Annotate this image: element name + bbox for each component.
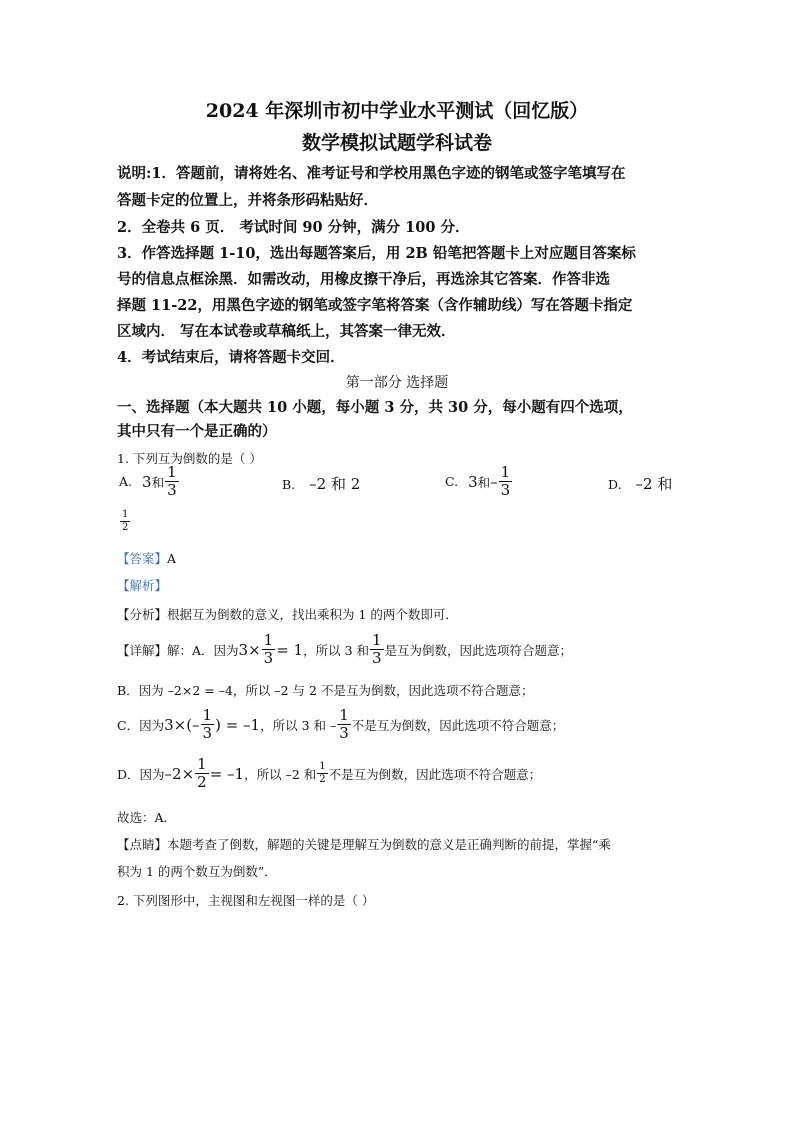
numerator: 1 bbox=[197, 755, 207, 773]
detail-text: 不是互为倒数，因此选项不符合题意； bbox=[328, 766, 542, 782]
option-label: C. bbox=[445, 474, 459, 489]
detail-text: C．因为 bbox=[117, 717, 165, 733]
answer-tag: 【答案】 bbox=[117, 551, 168, 566]
denominator: 3 bbox=[500, 481, 511, 499]
numerator: 1 bbox=[500, 463, 511, 481]
answer-value: A bbox=[167, 551, 177, 566]
denominator: 3 bbox=[202, 724, 213, 742]
instruction-line: 3．作答选择题 1-10，选出每题答案后，用 2B 铅笔把答题卡上对应题目答案标 bbox=[117, 245, 636, 262]
instruction-line: 4．考试结束后，请将答题卡交回． bbox=[117, 349, 345, 366]
numerator: 1 bbox=[263, 631, 274, 649]
instruction-line: 择题 11-22，用黑色字迹的钢笔或签字笔将答案（含作辅助线）写在答题卡指定 bbox=[117, 297, 633, 314]
exam-subtitle: 数学模拟试题学科试卷 bbox=[301, 132, 492, 154]
option-text: –2 和 2 bbox=[309, 475, 361, 493]
denominator: 2 bbox=[197, 773, 207, 791]
denominator: 3 bbox=[339, 724, 349, 742]
fraction bbox=[165, 465, 179, 498]
option-label: B. bbox=[282, 477, 296, 492]
dianjing-line: 积为 1 的两个数互为倒数”． bbox=[117, 864, 277, 879]
math-term: = 1 bbox=[276, 640, 304, 659]
answer-line bbox=[117, 549, 176, 567]
numerator: 1 bbox=[319, 761, 326, 772]
detail-text: ，所以 –2 和 bbox=[244, 766, 317, 782]
denominator: 2 bbox=[319, 774, 326, 785]
option-d bbox=[608, 473, 672, 494]
numerator: 1 bbox=[202, 706, 213, 724]
fraction bbox=[317, 762, 327, 785]
part-heading: 第一部分 选择题 bbox=[345, 375, 449, 391]
detail-a bbox=[117, 633, 572, 666]
math-term: 3× bbox=[238, 640, 261, 659]
math-term: = –1 bbox=[209, 764, 245, 783]
dianjing-line: 【点睛】本题考查了倒数，解题的关键是理解互为倒数的意义是正确判断的前提，掌握“乘 bbox=[117, 837, 611, 852]
numerator: 1 bbox=[339, 706, 349, 724]
instruction-line: 2．全卷共 6 页． 考试时间 90 分钟，满分 100 分． bbox=[117, 219, 470, 236]
numerator: 1 bbox=[372, 631, 382, 649]
detail-text: 【详解】解：A．因为 bbox=[117, 642, 239, 658]
fraction bbox=[337, 708, 351, 741]
option-b bbox=[282, 473, 360, 494]
math-term: 3 bbox=[468, 472, 478, 491]
fraction bbox=[499, 465, 513, 498]
option-text: 和 bbox=[151, 474, 165, 490]
option-text: –2 和 bbox=[635, 475, 673, 493]
fraction bbox=[262, 633, 276, 666]
conclusion: 故选：A． bbox=[117, 810, 177, 825]
math-term: –2× bbox=[164, 764, 195, 783]
option-d-fraction bbox=[119, 510, 131, 533]
section-title: 一、选择题（本大题共 10 小题，每小题 3 分，共 30 分，每小题有四个选项， bbox=[117, 399, 633, 416]
instruction-line: 说明:1．答题前，请将姓名、准考证号和学校用黑色字迹的钢笔或签字笔填写在 bbox=[117, 165, 626, 182]
detail-text: ，所以 3 和 – bbox=[260, 717, 337, 733]
math-term: – bbox=[490, 472, 498, 491]
detail-d bbox=[117, 757, 541, 790]
detail-text: 不是互为倒数，因此选项不符合题意； bbox=[351, 717, 565, 733]
analysis-tag: 【解析】 bbox=[117, 578, 168, 593]
option-label: A. bbox=[119, 474, 133, 489]
option-label: D. bbox=[608, 477, 622, 492]
fraction bbox=[370, 633, 384, 666]
section-title: 其中只有一个是正确的） bbox=[117, 423, 277, 440]
denominator: 3 bbox=[372, 649, 382, 667]
math-term: ) = –1 bbox=[215, 715, 261, 734]
analysis-text: 【分析】根据互为倒数的意义，找出乘积为 1 的两个数即可． bbox=[117, 607, 458, 622]
question-stem: 1. 下列互为倒数的是（ ） bbox=[117, 451, 262, 466]
instruction-line: 号的信息点框涂黑．如需改动，用橡皮擦干净后，再选涂其它答案．作答非选 bbox=[117, 271, 610, 288]
detail-c bbox=[117, 708, 564, 741]
detail-text: 是互为倒数，因此选项符合题意； bbox=[384, 642, 573, 658]
option-a bbox=[119, 465, 180, 498]
option-c bbox=[445, 465, 513, 498]
detail-text: ，所以 3 和 bbox=[303, 642, 369, 658]
option-text: 和 bbox=[477, 474, 491, 490]
math-term: 3 bbox=[142, 472, 152, 491]
denominator: 2 bbox=[122, 522, 129, 533]
math-term: 3×(– bbox=[164, 715, 200, 734]
denominator: 3 bbox=[263, 649, 274, 667]
instruction-line: 答题卡定的位置上，并将条形码粘贴好． bbox=[117, 192, 378, 209]
instruction-line: 区域内． 写在本试卷或草稿纸上，其答案一律无效． bbox=[117, 323, 456, 340]
fraction bbox=[201, 708, 215, 741]
fraction bbox=[120, 510, 130, 533]
numerator: 1 bbox=[167, 463, 177, 481]
exam-title: 2024 年深圳市初中学业水平测试（回忆版） bbox=[205, 100, 589, 122]
question-stem: 2. 下列图形中，主视图和左视图一样的是（ ） bbox=[117, 893, 375, 908]
denominator: 3 bbox=[167, 481, 177, 499]
numerator: 1 bbox=[122, 509, 129, 520]
detail-text: D．因为 bbox=[117, 766, 165, 782]
detail-b: B．因为 –2×2 = –4，所以 –2 与 2 不是互为倒数，因此选项不符合题意； bbox=[117, 683, 534, 698]
fraction bbox=[195, 757, 209, 790]
